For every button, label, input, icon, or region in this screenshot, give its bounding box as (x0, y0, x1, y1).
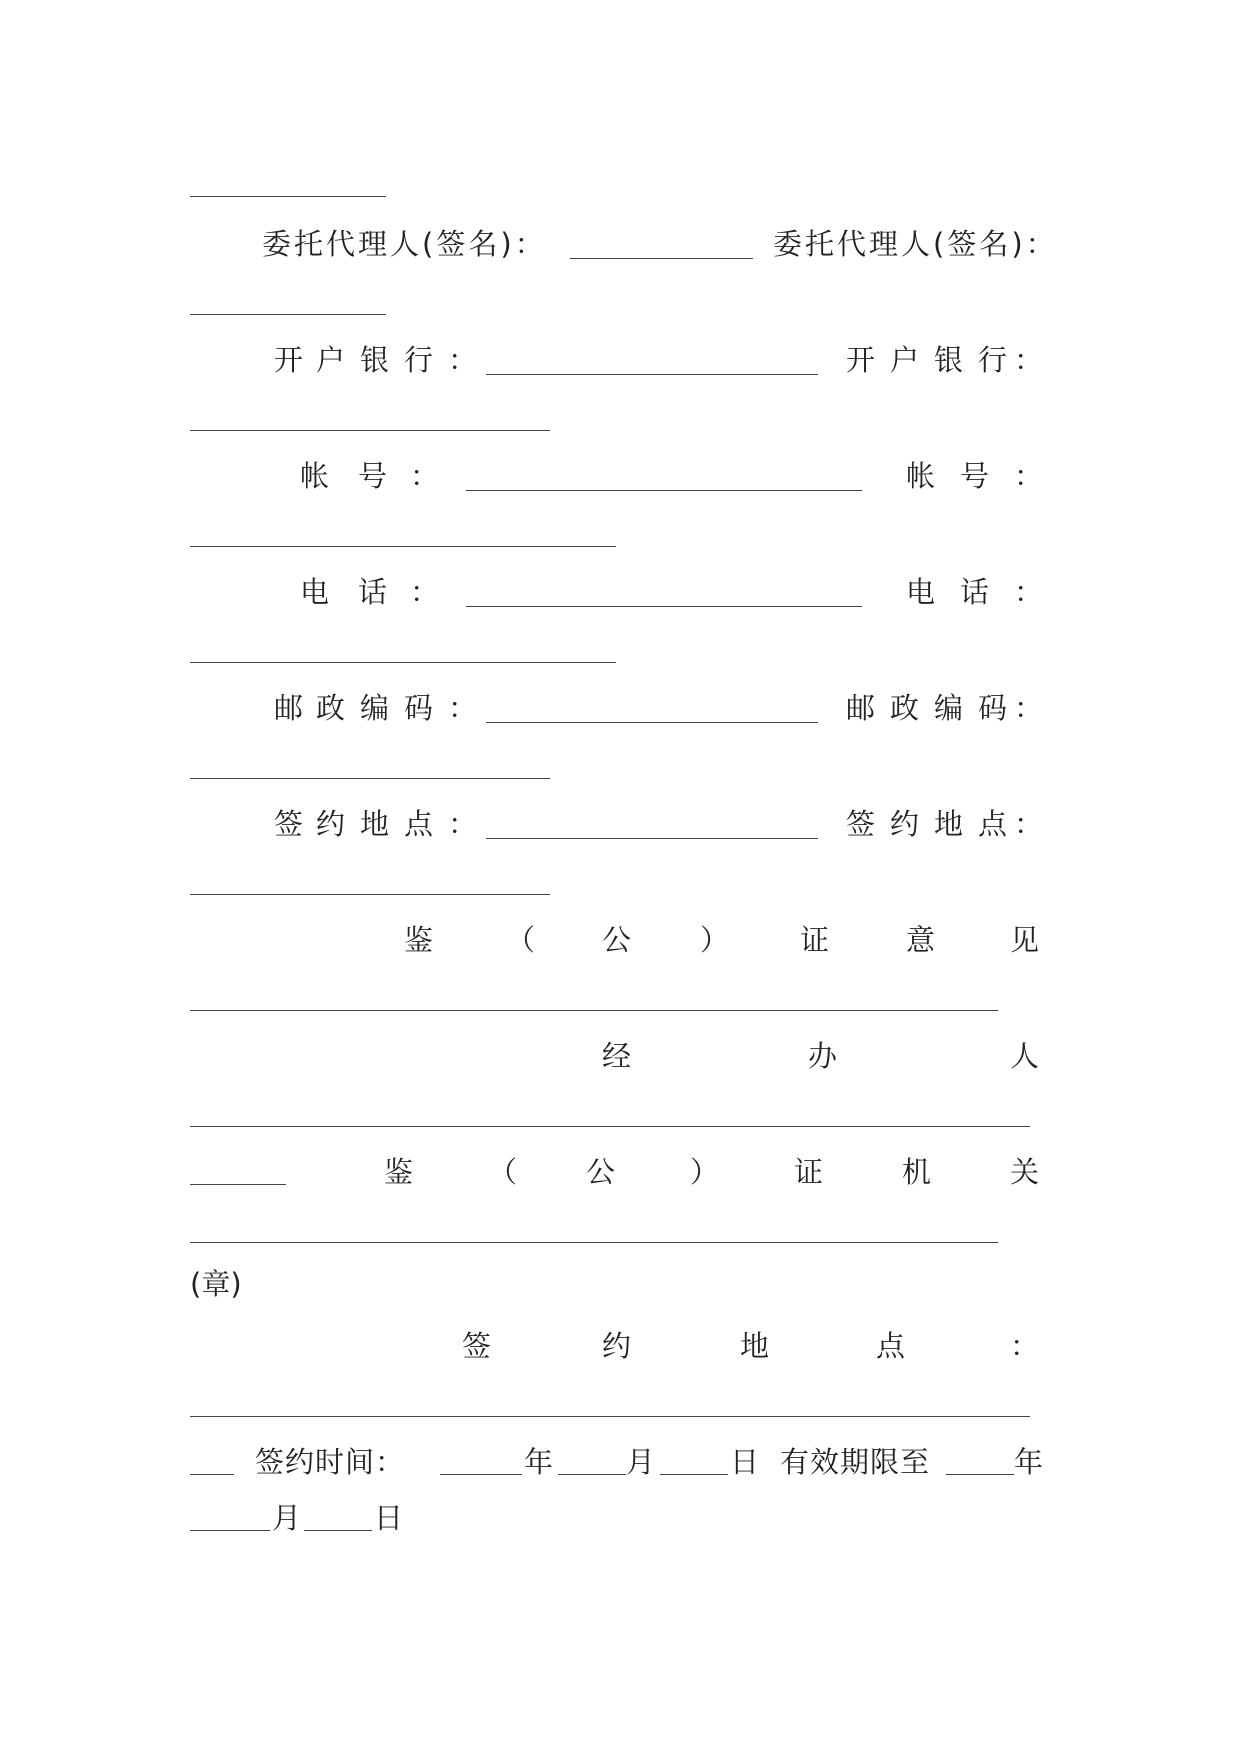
notary-place-label-char: 约 (602, 1329, 632, 1363)
handler-field[interactable] (190, 1126, 1030, 1127)
bank-label-char: 银 (360, 343, 390, 377)
office-label-char: 鉴 (384, 1155, 414, 1189)
handler-label-char: 经 (602, 1039, 632, 1073)
opinion-label-char: 见 (1010, 923, 1040, 957)
valid-until-label: 有效期限至 (780, 1445, 931, 1479)
valid-year-label: 年 (1014, 1445, 1044, 1479)
place-label-char: 约 (316, 807, 346, 841)
place-label-char: 点 (404, 807, 434, 841)
sign-time-label: 签约时间： (255, 1445, 406, 1479)
postcode-label-char: ： (448, 691, 478, 725)
postcode-label-char: 政 (316, 691, 346, 725)
agent-signature-field-right[interactable] (190, 314, 386, 315)
postcode-label-char: 码 (404, 691, 434, 725)
agent-signature-field-left[interactable] (570, 258, 753, 259)
notary-place-field-tail[interactable] (190, 1474, 234, 1475)
valid-day-label: 日 (374, 1501, 404, 1535)
notary-place-label-char: ： (1010, 1329, 1040, 1363)
sign-month-label: 月 (626, 1445, 656, 1479)
phone-label-char: 电 (906, 575, 936, 609)
agent-label-right: 委托代理人(签名)： (773, 227, 1058, 261)
account-field-left[interactable] (466, 490, 862, 491)
bank-label-char: 开 (846, 343, 876, 377)
office-label-char: 公 (586, 1155, 616, 1189)
account-label-char: 帐 (300, 459, 330, 493)
sign-day-label: 日 (730, 1445, 760, 1479)
sign-year-label: 年 (524, 1445, 554, 1479)
bank-label-char: 行 (978, 343, 1008, 377)
phone-label-char: 话 (960, 575, 990, 609)
postcode-label-char: 邮 (274, 691, 304, 725)
phone-label-char: ： (1014, 575, 1044, 609)
place-label-char: 签 (274, 807, 304, 841)
bank-field-left[interactable] (486, 374, 818, 375)
phone-field-right[interactable] (190, 662, 616, 663)
place-label-char: 签 (846, 807, 876, 841)
valid-month-label: 月 (272, 1501, 302, 1535)
postcode-label-char: 编 (360, 691, 390, 725)
place-label-char: 地 (934, 807, 964, 841)
postcode-label-char: 政 (890, 691, 920, 725)
office-label-char: ） (690, 1155, 720, 1189)
notary-place-label-char: 点 (876, 1329, 906, 1363)
postcode-label-char: 邮 (846, 691, 876, 725)
account-field-right[interactable] (190, 546, 616, 547)
phone-label-char: 话 (358, 575, 388, 609)
postcode-label-char: 码 (978, 691, 1008, 725)
account-label-char: 号 (960, 459, 990, 493)
bank-label-char: ： (448, 343, 478, 377)
valid-month-field[interactable] (190, 1530, 270, 1531)
account-label-char: ： (1014, 459, 1044, 493)
office-label-char: （ (488, 1155, 518, 1189)
office-label-char: 证 (794, 1155, 824, 1189)
seal-label: (章) (190, 1267, 242, 1301)
sign-day-field[interactable] (660, 1474, 728, 1475)
bank-field-right[interactable] (190, 430, 550, 431)
postcode-field-right[interactable] (190, 778, 550, 779)
opinion-field[interactable] (190, 1010, 998, 1011)
account-label-char: 号 (358, 459, 388, 493)
agent-label-left: 委托代理人(签名)： (262, 227, 547, 261)
account-label-char: ： (410, 459, 440, 493)
office-label-char: 关 (1010, 1155, 1040, 1189)
postcode-field-left[interactable] (486, 722, 818, 723)
phone-label-char: 电 (300, 575, 330, 609)
place-label-char: 约 (890, 807, 920, 841)
handler-label-char: 人 (1010, 1039, 1040, 1073)
valid-day-field[interactable] (304, 1530, 372, 1531)
opinion-label-char: （ (506, 923, 536, 957)
place-field-left[interactable] (486, 838, 818, 839)
place-label-char: ： (448, 807, 478, 841)
place-field-right[interactable] (190, 894, 550, 895)
place-label-char: 点 (978, 807, 1008, 841)
sign-month-field[interactable] (558, 1474, 626, 1475)
handler-label-char: 办 (808, 1039, 838, 1073)
office-field[interactable] (190, 1242, 998, 1243)
postcode-label-char: 编 (934, 691, 964, 725)
bank-label-char: 户 (316, 343, 346, 377)
opinion-label-char: 公 (602, 923, 632, 957)
notary-place-label-char: 签 (462, 1329, 492, 1363)
place-label-char: 地 (360, 807, 390, 841)
account-label-char: 帐 (906, 459, 936, 493)
postcode-label-char: ： (1014, 691, 1044, 725)
place-label-char: ： (1014, 807, 1044, 841)
bank-label-char: 行 (404, 343, 434, 377)
notary-place-field[interactable] (190, 1416, 1030, 1417)
bank-label-char: 银 (934, 343, 964, 377)
opinion-label-char: ） (700, 923, 730, 957)
opinion-label-char: 意 (906, 923, 936, 957)
bank-label-char: ： (1014, 343, 1044, 377)
bank-label-char: 户 (890, 343, 920, 377)
blank-line[interactable] (190, 196, 386, 197)
valid-year-field[interactable] (946, 1474, 1014, 1475)
opinion-label-char: 鉴 (404, 923, 434, 957)
phone-label-char: ： (410, 575, 440, 609)
phone-field-left[interactable] (466, 606, 862, 607)
bank-label-char: 开 (274, 343, 304, 377)
notary-place-label-char: 地 (740, 1329, 770, 1363)
opinion-label-char: 证 (800, 923, 830, 957)
sign-year-field[interactable] (440, 1474, 522, 1475)
office-field-prefix[interactable] (190, 1184, 286, 1185)
office-label-char: 机 (902, 1155, 932, 1189)
